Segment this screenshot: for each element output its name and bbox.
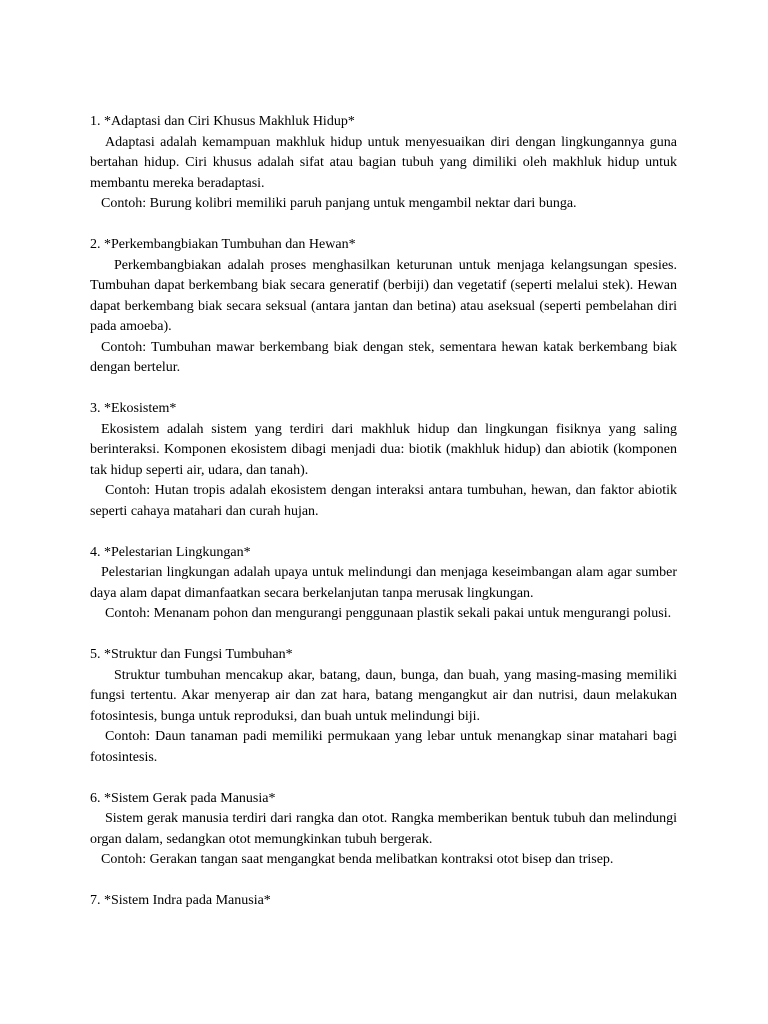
section-heading: 7. *Sistem Indra pada Manusia* xyxy=(90,893,271,908)
section-pelestarian xyxy=(90,543,677,625)
section-heading: 2. *Perkembangbiakan Tumbuhan dan Hewan* xyxy=(90,237,356,252)
section-example: Contoh: Burung kolibri memiliki paruh panjang untuk mengambil nektar dari bunga. xyxy=(101,196,577,211)
section-adaptasi xyxy=(90,112,677,215)
section-example: Contoh: Hutan tropis adalah ekosistem dengan interaksi antara tumbuhan, hewan, dan faktor abiotik seperti cahaya matahari dan curah hujan. xyxy=(90,483,677,519)
section-body: Perkembangbiakan adalah proses menghasilkan keturunan untuk menjaga kelangsungan spesies. Tumbuhan dapat berkembang biak secara generatif (berbiji) dan vegetatif (seperti melalui stek). Hewan dapat berkembang biak secara seksual (antara jantan dan betina) atau aseksual (seperti pembelahan diri pada amoeba). xyxy=(90,257,677,334)
section-body: Ekosistem adalah sistem yang terdiri dari makhluk hidup dan lingkungan fisiknya yang saling berinteraksi. Komponen ekosistem dibagi menjadi dua: biotik (makhluk hidup) dan abiotik (komponen tak hidup seperti air, udara, dan tanah). xyxy=(90,421,677,478)
document-page xyxy=(90,112,677,932)
section-body: Struktur tumbuhan mencakup akar, batang, daun, bunga, dan buah, yang masing-masing memiliki fungsi tertentu. Akar menyerap air dan zat hara, batang mengangkut air dan nutrisi, daun melakukan fotosintesis, bunga untuk reproduksi, dan buah untuk melindungi biji. xyxy=(90,667,677,724)
section-example: Contoh: Tumbuhan mawar berkembang biak dengan stek, sementara hewan katak berkembang biak dengan bertelur. xyxy=(90,339,677,375)
section-heading: 4. *Pelestarian Lingkungan* xyxy=(90,544,251,560)
section-body: Pelestarian lingkungan adalah upaya untuk melindungi dan menjaga keseimbangan alam agar sumber daya alam dapat dimanfaatkan secara berkelanjutan tanpa merusak lingkungan. xyxy=(90,565,677,601)
section-sistem-indra xyxy=(90,891,677,912)
section-body: Adaptasi adalah kemampuan makhluk hidup untuk menyesuaikan diri dengan lingkungannya guna bertahan hidup. Ciri khusus adalah sifat atau bagian tubuh yang dimiliki oleh makhluk hidup untuk membantu mereka beradaptasi. xyxy=(90,134,677,191)
section-heading: 3. *Ekosistem* xyxy=(90,401,177,416)
section-heading: 5. *Struktur dan Fungsi Tumbuhan* xyxy=(90,647,293,662)
section-ekosistem xyxy=(90,399,677,522)
section-body: Sistem gerak manusia terdiri dari rangka dan otot. Rangka memberikan bentuk tubuh dan melindungi organ dalam, sedangkan otot memungkinkan tubuh bergerak. xyxy=(90,811,677,847)
section-sistem-gerak xyxy=(90,789,677,871)
section-heading: 6. *Sistem Gerak pada Manusia* xyxy=(90,790,276,806)
section-example: Contoh: Menanam pohon dan mengurangi penggunaan plastik sekali pakai untuk mengurangi polusi. xyxy=(105,606,672,621)
section-struktur-tumbuhan xyxy=(90,645,677,768)
section-example: Contoh: Daun tanaman padi memiliki permukaan yang lebar untuk menangkap sinar matahari bagi fotosintesis. xyxy=(90,729,677,765)
section-example: Contoh: Gerakan tangan saat mengangkat benda melibatkan kontraksi otot bisep dan trisep. xyxy=(101,852,614,867)
section-perkembangbiakan xyxy=(90,235,677,379)
section-heading: 1. *Adaptasi dan Ciri Khusus Makhluk Hidup* xyxy=(90,114,355,129)
